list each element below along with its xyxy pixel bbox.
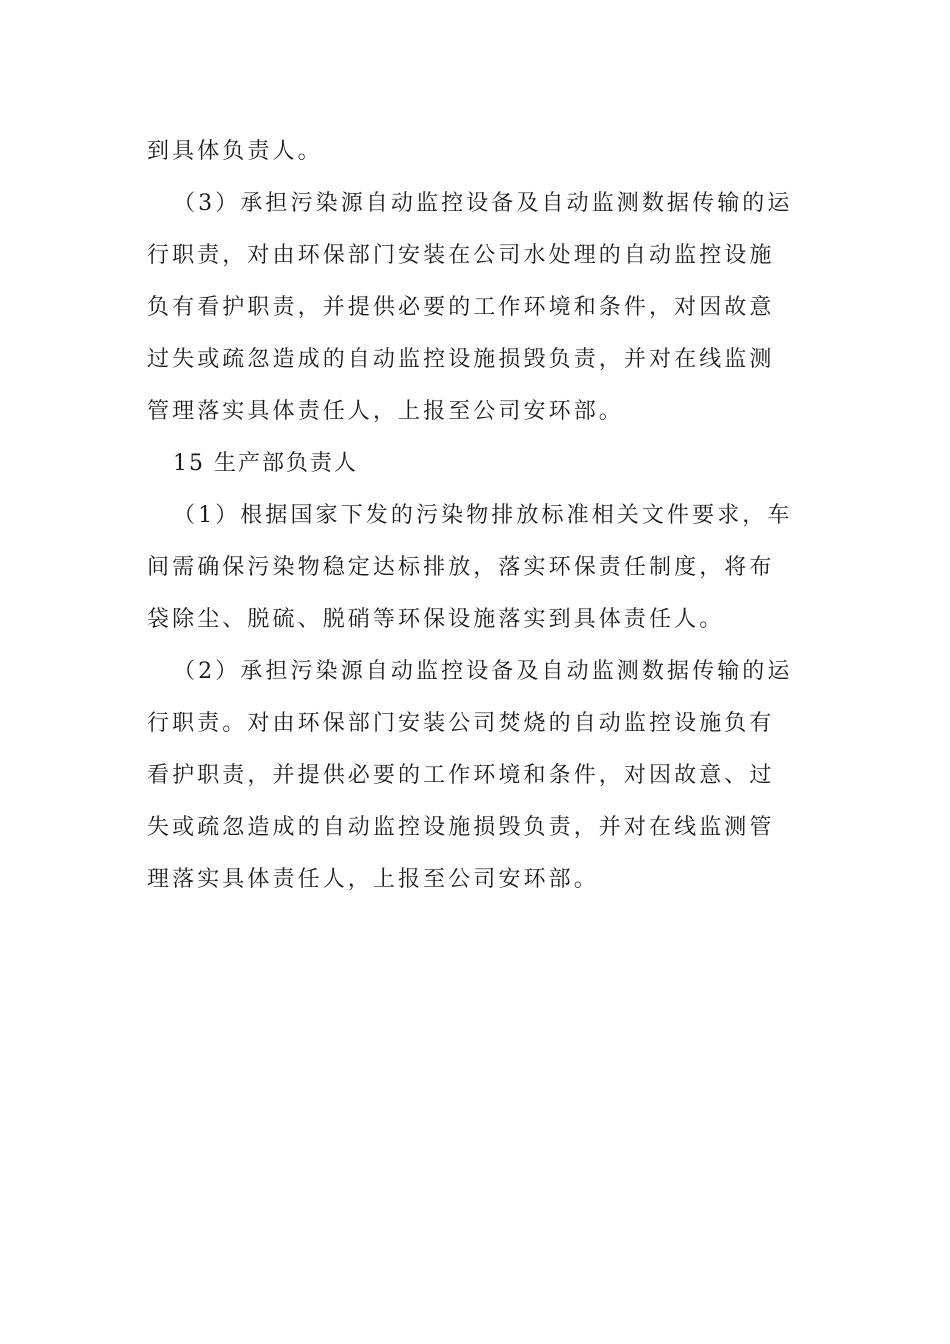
paragraph-line: 过失或疏忽造成的自动监控设施损毁负责，并对在线监测 — [147, 347, 775, 372]
paragraph-line: 失或疏忽造成的自动监控设施损毁负责，并对在线监测管 — [147, 815, 775, 840]
paragraph-line: （3）承担污染源自动监控设备及自动监测数据传输的运 — [173, 191, 793, 216]
paragraph-line: 间需确保污染物稳定达标排放，落实环保责任制度，将布 — [147, 555, 775, 580]
paragraph-line: 行职责，对由环保部门安装在公司水处理的自动监控设施 — [147, 243, 775, 268]
paragraph-line: （2）承担污染源自动监控设备及自动监测数据传输的运 — [173, 659, 793, 684]
document-body — [147, 126, 807, 906]
paragraph-line: 理落实具体责任人，上报至公司安环部。 — [147, 867, 599, 892]
paragraph-line: （1）根据国家下发的污染物排放标准相关文件要求，车 — [173, 503, 793, 528]
paragraph-line: 袋除尘、脱硫、脱硝等环保设施落实到具体责任人。 — [147, 607, 725, 632]
paragraph-line: 行职责。对由环保部门安装公司焚烧的自动监控设施负有 — [147, 711, 775, 736]
paragraph-line: 看护职责，并提供必要的工作环境和条件，对因故意、过 — [147, 763, 775, 788]
paragraph-line: 到具体负责人。 — [147, 139, 323, 164]
section-heading: 15 生产部负责人 — [173, 451, 358, 476]
paragraph-line: 管理落实具体责任人，上报至公司安环部。 — [147, 399, 624, 424]
paragraph-line: 负有看护职责，并提供必要的工作环境和条件，对因故意 — [147, 295, 775, 320]
